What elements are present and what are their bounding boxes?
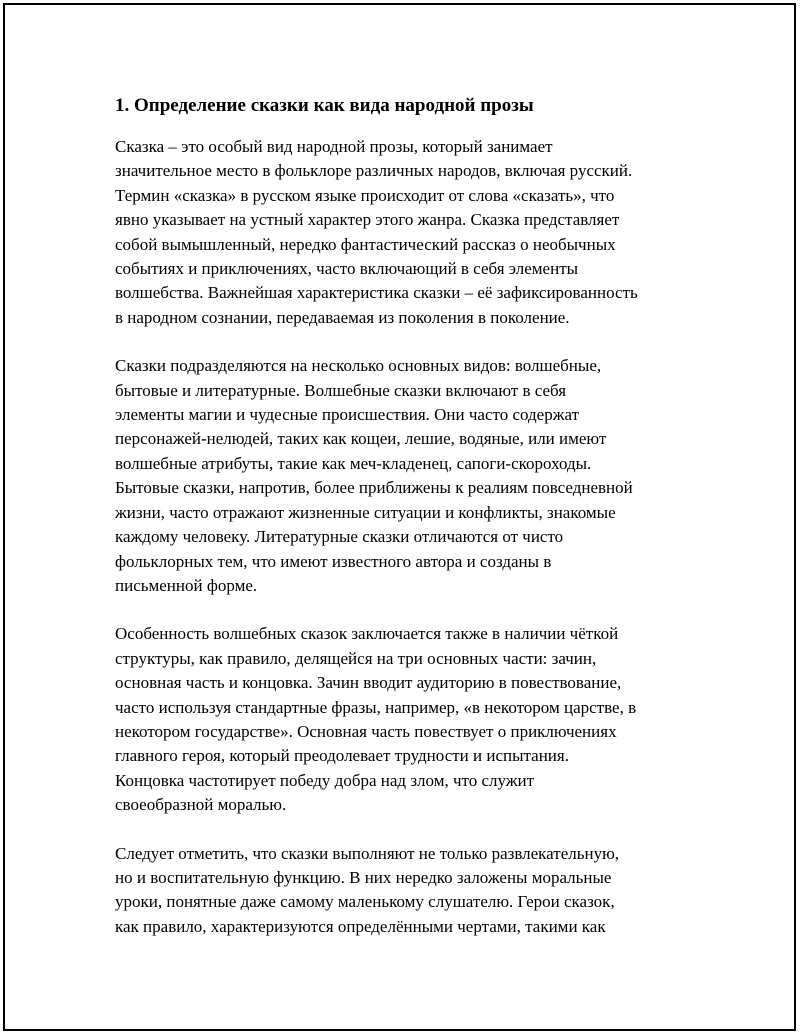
text-line: письменной форме. bbox=[115, 575, 258, 595]
text-line: Сказки подразделяются на несколько основных видов: волшебные, bbox=[115, 356, 602, 376]
text-line: Особенность волшебных сказок заключается также в наличии чёткой bbox=[115, 624, 619, 644]
text-line: волшебства. Важнейшая характеристика сказки – её зафиксированность bbox=[115, 283, 638, 303]
text-line: событиях и приключениях, часто включающий в себя элементы bbox=[115, 259, 579, 279]
text-line: Сказка – это особый вид народной прозы, который занимает bbox=[115, 137, 553, 156]
text-line: как правило, характеризуются определёнными чертами, такими как bbox=[115, 916, 606, 936]
text-line: жизни, часто отражают жизненные ситуации и конфликты, знакомые bbox=[115, 502, 616, 522]
text-line: явно указывает на устный характер этого жанра. Сказка представляет bbox=[115, 210, 620, 230]
text-line: основная часть и концовка. Зачин вводит аудиторию в повествование, bbox=[115, 673, 622, 693]
text-line: значительное место в фольклоре различных народов, включая русский. bbox=[115, 161, 633, 181]
text-line: некотором государстве». Основная часть повествует о приключениях bbox=[115, 721, 617, 741]
text-line: бытовые и литературные. Волшебные сказки включают в себя bbox=[115, 380, 567, 400]
text-line: персонажей-нелюдей, таких как кощеи, лешие, водяные, или имеют bbox=[115, 429, 607, 449]
paragraphs-container bbox=[115, 135, 695, 939]
text-line: но и воспитательную функцию. В них нередко заложены моральные bbox=[115, 867, 612, 887]
text-line: каждому человеку. Литературные сказки отличаются от чисто bbox=[115, 527, 564, 547]
text-line: собой вымышленный, нередко фантастический рассказ о необычных bbox=[115, 234, 616, 254]
text-line: часто используя стандартные фразы, например, «в некотором царстве, в bbox=[115, 697, 637, 717]
paragraph bbox=[115, 354, 695, 598]
text-line: главного героя, который преодолевает трудности и испытания. bbox=[115, 746, 569, 766]
text-line: волшебные атрибуты, такие как меч-кладенец, сапоги-скороходы. bbox=[115, 453, 592, 473]
section-heading: 1. Определение сказки как вида народной прозы bbox=[115, 95, 534, 116]
text-line: структуры, как правило, делящейся на три основных части: зачин, bbox=[115, 648, 597, 668]
paragraph bbox=[115, 135, 695, 330]
document-body bbox=[115, 93, 695, 963]
text-line: элементы магии и чудесные происшествия. Они часто содержат bbox=[115, 405, 579, 425]
text-line: уроки, понятные даже самому маленькому слушателю. Герои сказок, bbox=[115, 892, 615, 912]
text-line: своеобразной моралью. bbox=[115, 795, 287, 815]
text-line: Бытовые сказки, напротив, более приближены к реалиям повседневной bbox=[115, 478, 633, 498]
text-line: Следует отметить, что сказки выполняют не только развлекательную, bbox=[115, 843, 620, 863]
paragraph bbox=[115, 622, 695, 817]
text-line: Термин «сказка» в русском языке происходит от слова «сказать», что bbox=[115, 185, 615, 205]
text-line: Концовка частотирует победу добра над злом, что служит bbox=[115, 770, 535, 790]
text-line: в народном сознании, передаваемая из поколения в поколение. bbox=[115, 307, 570, 327]
paragraph bbox=[115, 842, 695, 940]
text-line: фольклорных тем, что имеют известного автора и созданы в bbox=[115, 551, 552, 571]
